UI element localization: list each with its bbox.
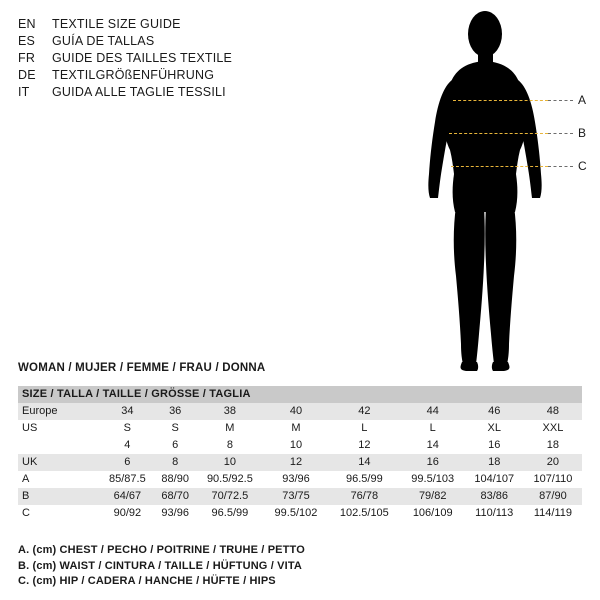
table-cell: 99.5/102 — [264, 505, 328, 522]
table-cell: 110/113 — [465, 505, 524, 522]
table-cell: 36 — [155, 403, 196, 420]
table-cell: 48 — [524, 403, 582, 420]
table-cell: 68/70 — [155, 488, 196, 505]
table-row — [18, 505, 582, 522]
table-cell: 90/92 — [100, 505, 155, 522]
table-row — [18, 420, 582, 437]
language-code: IT — [18, 85, 30, 99]
table-cell: 42 — [328, 403, 401, 420]
language-code: ES — [18, 34, 36, 48]
table-cell: 40 — [264, 403, 328, 420]
table-cell: 6 — [100, 454, 155, 471]
measure-label-c: C — [578, 159, 587, 173]
language-row — [18, 84, 348, 101]
table-cell: 90.5/92.5 — [196, 471, 264, 488]
note-chest: A. (cm) CHEST / PECHO / POITRINE / TRUHE / PETTO — [18, 544, 305, 556]
table-cell: 70/72.5 — [196, 488, 264, 505]
language-code: DE — [18, 68, 36, 82]
section-title-woman: WOMAN / MUJER / FEMME / FRAU / DONNA — [18, 362, 266, 374]
table-cell: 79/82 — [401, 488, 465, 505]
table-cell: L — [328, 420, 401, 437]
measure-line-a — [453, 100, 548, 101]
table-cell: 93/96 — [264, 471, 328, 488]
language-title: GUIDA ALLE TAGLIE TESSILI — [52, 85, 226, 99]
language-title: GUIDE DES TAILLES TEXTILE — [52, 51, 233, 65]
table-cell: 10 — [196, 454, 264, 471]
table-cell: 8 — [155, 454, 196, 471]
table-cell: 85/87.5 — [100, 471, 155, 488]
table-cell: 104/107 — [465, 471, 524, 488]
measure-label-b: B — [578, 126, 587, 140]
language-row — [18, 67, 348, 84]
note-hip: C. (cm) HIP / CADERA / HANCHE / HÜFTE / HIPS — [18, 575, 276, 587]
table-row — [18, 403, 582, 420]
row-label: C — [18, 505, 100, 522]
language-code: EN — [18, 17, 36, 31]
table-cell: 64/67 — [100, 488, 155, 505]
table-cell: 107/110 — [524, 471, 582, 488]
table-cell: 14 — [401, 437, 465, 454]
table-cell: 99.5/103 — [401, 471, 465, 488]
table-cell: XL — [465, 420, 524, 437]
table-cell: 18 — [465, 454, 524, 471]
table-cell: S — [155, 420, 196, 437]
table-cell: 16 — [465, 437, 524, 454]
row-label: A — [18, 471, 100, 488]
table-cell: 34 — [100, 403, 155, 420]
table-row — [18, 488, 582, 505]
language-title: TEXTILE SIZE GUIDE — [52, 17, 181, 31]
table-cell: 87/90 — [524, 488, 582, 505]
table-cell: 93/96 — [155, 505, 196, 522]
table-cell: 88/90 — [155, 471, 196, 488]
row-label: US — [18, 420, 100, 437]
table-cell: S — [100, 420, 155, 437]
table-cell: 6 — [155, 437, 196, 454]
row-label: Europe — [18, 403, 100, 420]
table-cell: 102.5/105 — [328, 505, 401, 522]
table-cell: 114/119 — [524, 505, 582, 522]
language-row — [18, 50, 348, 67]
measure-line-c — [451, 166, 548, 167]
table-cell: 20 — [524, 454, 582, 471]
table-header-label: SIZE / TALLA / TAILLE / GRÖSSE / TAGLIA — [18, 386, 582, 403]
table-cell: XXL — [524, 420, 582, 437]
table-cell: 96.5/99 — [328, 471, 401, 488]
note-waist: B. (cm) WAIST / CINTURA / TAILLE / HÜFTUNG / VITA — [18, 559, 302, 572]
female-silhouette-icon — [380, 6, 595, 376]
language-title: TEXTILGRÖßENFÜHRUNG — [52, 68, 215, 82]
table-cell: 76/78 — [328, 488, 401, 505]
table-cell: 38 — [196, 403, 264, 420]
table-cell: 73/75 — [264, 488, 328, 505]
language-row — [18, 33, 348, 50]
table-cell: 4 — [100, 437, 155, 454]
language-header-block — [18, 16, 348, 101]
table-cell: M — [196, 420, 264, 437]
table-cell: 96.5/99 — [196, 505, 264, 522]
table-cell: 46 — [465, 403, 524, 420]
table-header-row — [18, 386, 582, 403]
table-cell: 18 — [524, 437, 582, 454]
measure-label-a: A — [578, 93, 587, 107]
measure-line-b — [449, 133, 548, 134]
table-cell: 44 — [401, 403, 465, 420]
table-cell: 12 — [264, 454, 328, 471]
table-cell: 10 — [264, 437, 328, 454]
table-cell: 12 — [328, 437, 401, 454]
table-cell: 14 — [328, 454, 401, 471]
table-cell: 83/86 — [465, 488, 524, 505]
language-title: GUÍA DE TALLAS — [52, 34, 155, 48]
table-cell: 16 — [401, 454, 465, 471]
row-label: B — [18, 488, 100, 505]
measure-line-c-extension — [548, 166, 573, 167]
body-figure-illustration — [380, 6, 595, 376]
table-cell: 106/109 — [401, 505, 465, 522]
table-row — [18, 454, 582, 471]
measurement-notes — [18, 543, 578, 590]
table-row — [18, 437, 582, 454]
row-label — [18, 437, 100, 454]
language-code: FR — [18, 51, 36, 65]
row-label: UK — [18, 454, 100, 471]
table-cell: L — [401, 420, 465, 437]
table-cell: 8 — [196, 437, 264, 454]
size-table — [18, 386, 582, 522]
table-row — [18, 471, 582, 488]
measure-line-b-extension — [548, 133, 573, 134]
measure-line-a-extension — [548, 100, 573, 101]
language-row — [18, 16, 348, 33]
table-cell: M — [264, 420, 328, 437]
